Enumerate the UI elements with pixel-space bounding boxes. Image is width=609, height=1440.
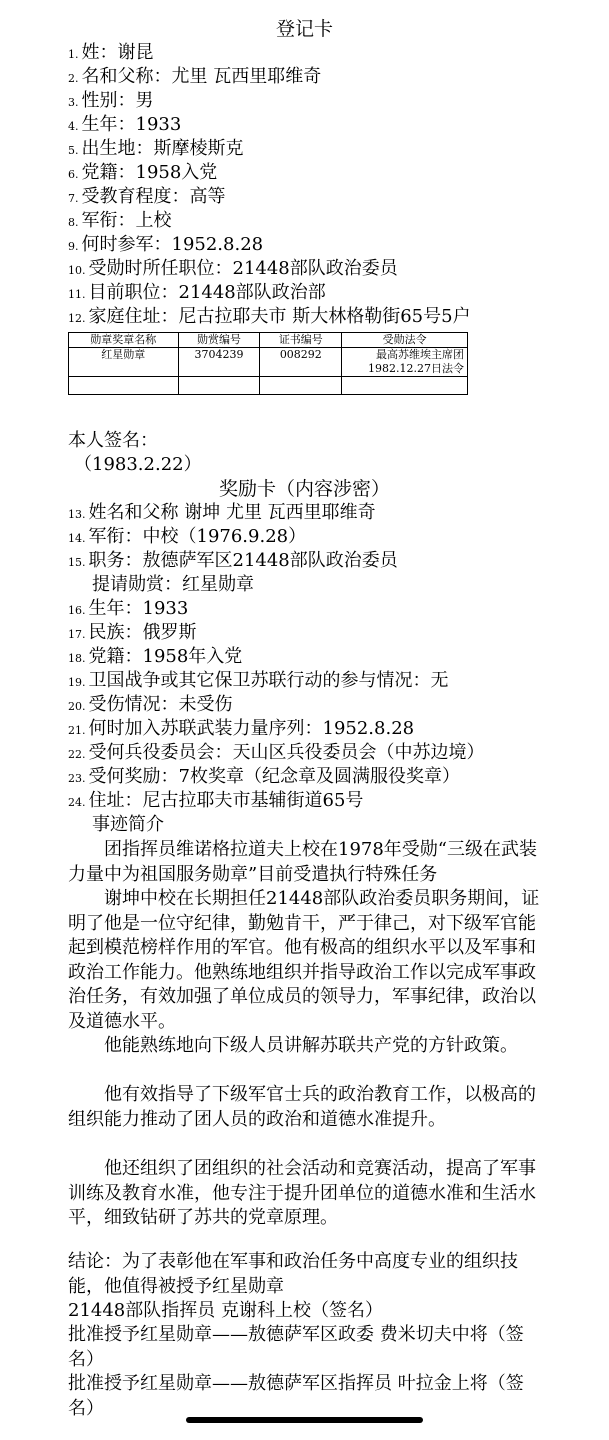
field-number: 3. [68,96,79,109]
field-number: 6. [68,168,79,181]
field-text: 军衔：中校（1976.9.28） [88,526,307,547]
approval-political-officer: 批准授予红星勋章——敖德萨军区政委 费米切夫中将（签名） [68,1324,524,1370]
table-header-cell: 受勋法令 [342,333,468,348]
field-number: 19. [68,676,86,689]
approval-commander: 批准授予红星勋章——敖德萨军区指挥员 叶拉金上将（签名） [68,1373,524,1419]
table-header-cell: 勋章奖章名称 [69,333,179,348]
table-cell: 最高苏维埃主席团1982.12.27日法令 [342,348,468,377]
field-text: 军衔：上校 [81,210,172,231]
field-prior-awards [68,766,599,790]
field-text: 受何兵役委员会：天山区兵役委员会（中苏边境） [88,742,485,763]
commander-signature: 21448部队指挥员 克谢科上校（签名） [68,1300,383,1321]
field-text: 职务：敖德萨军区21448部队政治委员 [88,550,398,571]
table-cell: 3704239 [178,348,260,377]
field-number: 20. [68,700,86,713]
field-text: 住址：尼古拉耶夫市基辅街道65号 [88,790,364,811]
field-number: 17. [68,628,86,641]
summary-paragraph-3: 他能熟练地向下级人员讲解苏联共产党的方针政策。 [104,1035,518,1056]
field-text: 受伤情况：未受伤 [88,694,233,715]
field-text: 何时参军：1952.8.28 [81,234,264,255]
field-home-address [68,306,599,330]
field-number: 14. [68,532,86,545]
field-sex [68,90,599,114]
field-number: 7. [68,192,79,205]
field-text: 受何奖励：7枚奖章（纪念章及圆满服役奖章） [88,766,460,787]
field-text: 受勋时所任职位：21448部队政治委员 [88,258,398,279]
field-number: 22. [68,748,86,761]
field-address [68,790,599,814]
field-wounds [68,694,599,718]
field-number: 24. [68,796,86,809]
table-row [69,348,468,377]
field-text: 何时加入苏联武装力量序列：1952.8.28 [88,718,415,739]
home-indicator[interactable] [186,1417,423,1423]
field-number: 10. [68,264,86,277]
summary-paragraph-4: 他有效指导了下级军官士兵的政治教育工作，以极高的组织能力推动了团人员的政治和道德水准提升。 [68,1084,536,1130]
conclusion: 结论：为了表彰他在军事和政治任务中高度专业的组织技能，他值得被授予红星勋章 [68,1251,518,1297]
summary-paragraph-5: 他还组织了团组织的社会活动和竞赛活动，提高了军事训练及教育水准，他专注于提升团单位的道德水准和生活水平，细致钻研了苏共的党章原理。 [68,1158,536,1228]
field-full-name [68,502,599,526]
field-text: 卫国战争或其它保卫苏联行动的参与情况：无 [88,670,449,691]
field-name-patronymic [68,66,599,90]
registration-card-title: 登记卡 [275,18,333,40]
field-number: 2. [68,72,79,85]
field-text: 目前职位：21448部队政治部 [88,282,326,303]
field-text: 出生地：斯摩棱斯克 [81,138,244,159]
field-number: 23. [68,772,86,785]
field-war-participation [68,670,599,694]
field-number: 21. [68,724,86,737]
field-number: 1. [68,48,79,61]
field-text: 家庭住址：尼古拉耶夫市 斯大林格勒街65号5户 [88,306,471,327]
field-commissariat [68,742,599,766]
summary-paragraph-1: 团指挥员维诺格拉道夫上校在1978年受勋“三级在武装力量中为祖国服务勋章”目前受遣执行特殊任务 [68,839,538,885]
field-rank [68,210,599,234]
field-text: 名和父称：尤里 瓦西里耶维奇 [81,66,322,87]
summary-paragraph-2: 谢坤中校在长期担任21448部队政治委员职务期间，证明了他是一位守纪律，勤勉肯干，严于律己，对下级军官能起到模范榜样作用的军官。他有极高的组织水平以及军事和政治工作能力。他熟练地组织并指导政治工作以完成军事政治任务，有效加强了单位成员的领导力，军事纪律，政治以及道德水平。 [68,888,540,1032]
field-text: 姓名和父称 谢坤 尤里 瓦西里耶维奇 [88,502,376,523]
field-text: 受教育程度：高等 [81,186,226,207]
field-education [68,186,599,210]
table-cell: 红星勋章 [69,348,179,377]
table-header-cell: 勋赏编号 [178,333,260,348]
field-number: 8. [68,216,79,229]
awards-table [68,332,468,395]
summary-heading: 事迹简介 [92,814,164,835]
field-number: 15. [68,556,86,569]
field-duty [68,550,599,574]
field-award-birth-year [68,598,599,622]
field-number: 11. [68,288,86,301]
table-row-empty [69,377,468,395]
field-surname [68,42,599,66]
proposed-award: 提请勋赏：红星勋章 [92,574,254,595]
field-number: 13. [68,508,86,521]
table-header-row [69,333,468,348]
field-number: 18. [68,652,86,665]
award-card-title: 奖励卡（内容涉密） [218,478,390,500]
signature-label: 本人签名： [68,430,158,451]
field-number: 5. [68,144,79,157]
field-birth-year [68,114,599,138]
table-cell [342,377,468,395]
field-nationality [68,622,599,646]
field-award-rank [68,526,599,550]
field-service-start [68,718,599,742]
table-cell: 008292 [260,348,342,377]
field-text: 党籍：1958入党 [81,162,218,183]
table-header-cell: 证书编号 [260,333,342,348]
table-cell [260,377,342,395]
field-number: 9. [68,240,79,253]
field-text: 生年：1933 [81,114,182,135]
signature-date: （1983.2.22） [74,454,202,475]
table-cell [69,377,179,395]
field-number: 4. [68,120,79,133]
field-text: 姓：谢昆 [81,42,154,63]
field-position-at-award [68,258,599,282]
field-number: 16. [68,604,86,617]
field-text: 民族：俄罗斯 [88,622,197,643]
field-number: 12. [68,312,86,325]
field-party [68,162,599,186]
field-text: 性别：男 [81,90,154,111]
field-enlisted [68,234,599,258]
field-text: 党籍：1958年入党 [88,646,243,667]
table-cell [178,377,260,395]
field-birthplace [68,138,599,162]
field-award-party [68,646,599,670]
field-text: 生年：1933 [88,598,189,619]
field-current-position [68,282,599,306]
